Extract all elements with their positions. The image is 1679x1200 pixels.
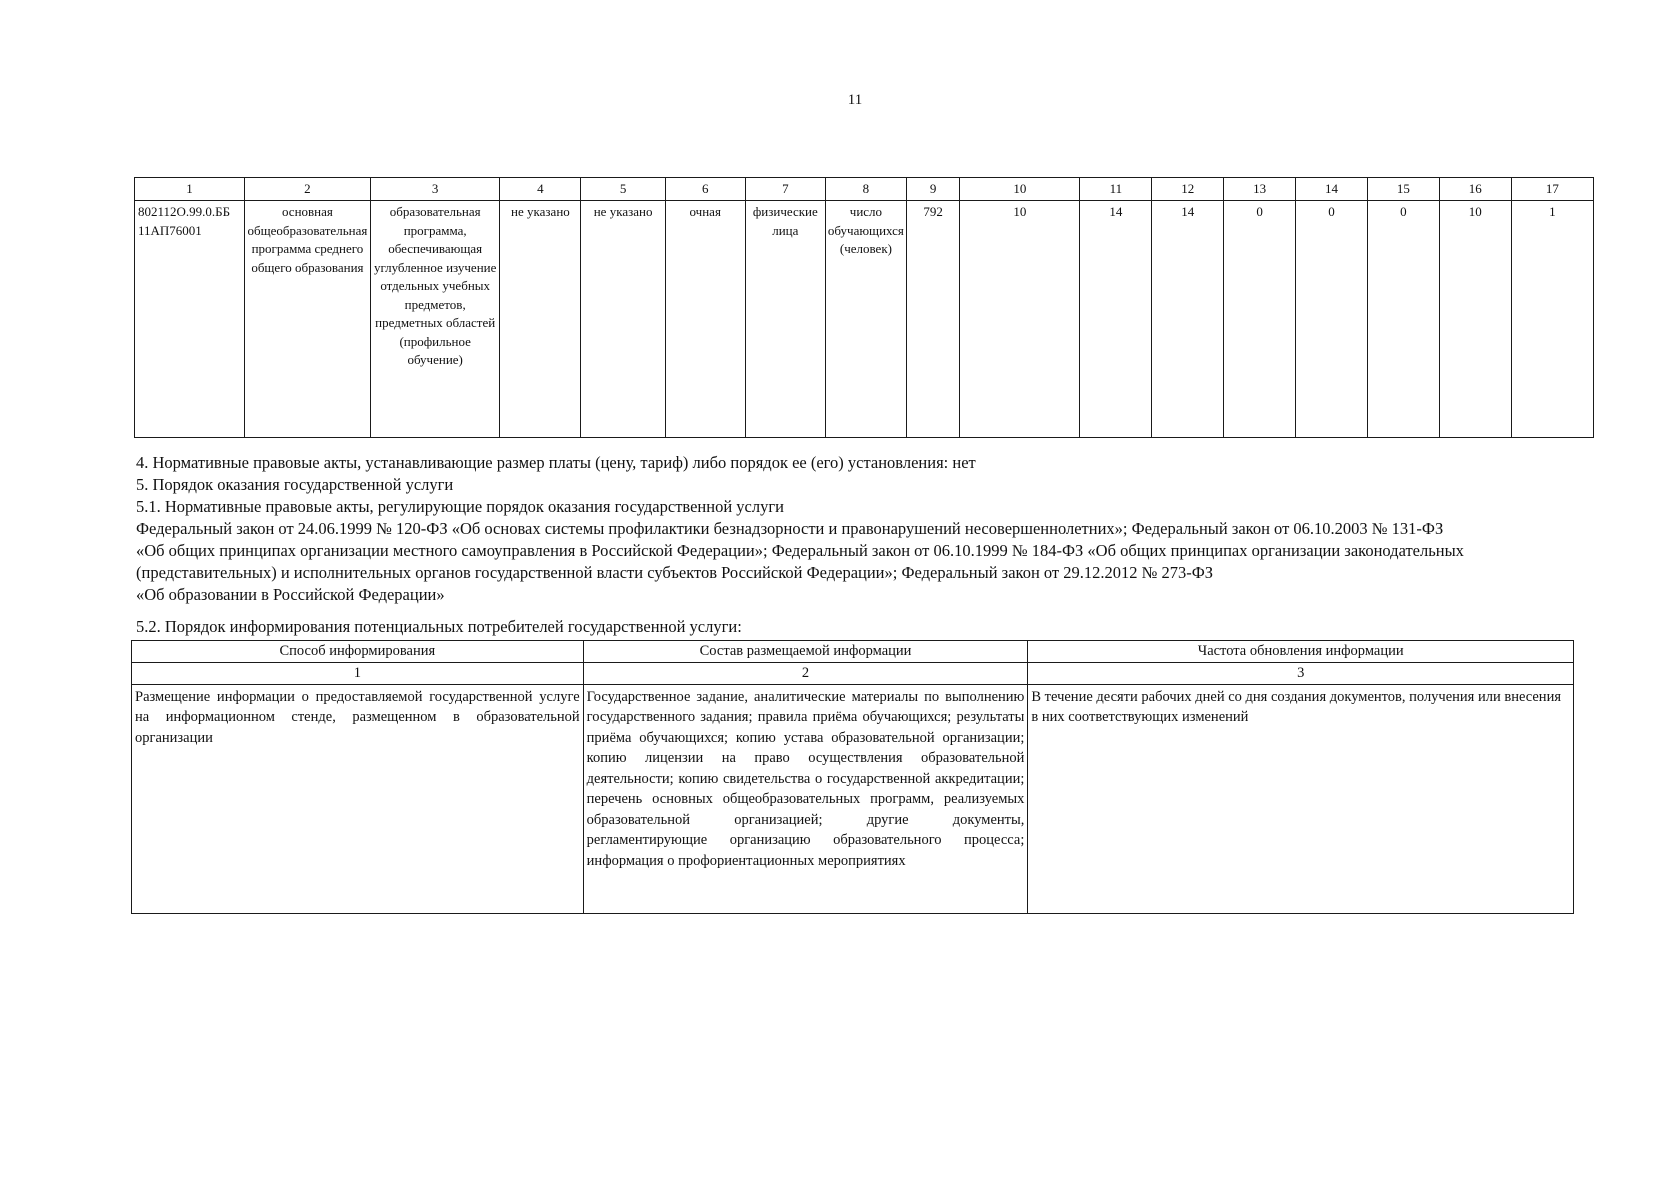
information-table	[131, 640, 1574, 914]
col-num: 3	[1028, 663, 1574, 685]
col-num: 2	[583, 663, 1028, 685]
section-5-2-heading: 5.2. Порядок информирования потенциальных потребителей государственной услуги:	[136, 617, 742, 636]
content-cell: Государственное задание, аналитические материалы по выполнению государственного задания; правила приёма обучающихся; результаты приёма обучающихся; копию устава образовательной организации; копию лицензии на право осуществления образовательной деятельности; копию свидетельства о государственной аккредитации; перечень основных общеобразовательных программ, реализуемых образовательной организацией; другие документы, регламентирующие организацию образовательного процесса; информация о профориентационных мероприятиях	[583, 684, 1028, 913]
laws-line: Федеральный закон от 24.06.1999 № 120-ФЗ «Об основах системы профилактики безнадзорности и правонарушений несовершеннолетних»; Федеральный закон от 06.10.2003 № 131-ФЗ	[136, 519, 1444, 538]
table-row	[135, 201, 1594, 438]
col-num: 8	[825, 178, 906, 201]
column-header: Способ информирования	[132, 641, 584, 663]
col-num: 3	[370, 178, 499, 201]
indicator-cell: число обучающихся (человек)	[825, 201, 906, 438]
column-number-row	[135, 178, 1594, 201]
col-num: 15	[1367, 178, 1439, 201]
value-cell: 0	[1224, 201, 1296, 438]
col-num: 14	[1296, 178, 1368, 201]
col-num: 11	[1080, 178, 1152, 201]
column-number-row	[132, 663, 1574, 685]
category-cell: физические лица	[745, 201, 825, 438]
col-num: 6	[665, 178, 745, 201]
program-cell: основная общеобразовательная программа среднего общего образования	[244, 201, 370, 438]
col-num: 7	[745, 178, 825, 201]
col-num: 4	[500, 178, 581, 201]
value-cell: 14	[1080, 201, 1152, 438]
column-header: Состав размещаемой информации	[583, 641, 1028, 663]
form-cell: очная	[665, 201, 745, 438]
col-num: 16	[1439, 178, 1511, 201]
unit-code-cell: 792	[906, 201, 959, 438]
page-number: 11	[847, 92, 863, 108]
indicator-table	[134, 177, 1594, 438]
col-num: 1	[135, 178, 245, 201]
value-cell: 1	[1511, 201, 1593, 438]
col-num: 17	[1511, 178, 1593, 201]
col-num: 1	[132, 663, 584, 685]
col-num: 13	[1224, 178, 1296, 201]
laws-line: «Об образовании в Российской Федерации»	[136, 585, 445, 604]
program-type-cell: образовательная программа, обеспечивающая углубленное изучение отдельных учебных предметов, предметных областей (профильное обучение)	[370, 201, 499, 438]
col-num: 5	[581, 178, 665, 201]
registry-code-cell: 802112О.99.0.ББ 11АП76001	[135, 201, 245, 438]
value-cell: 10	[960, 201, 1080, 438]
col-num: 12	[1152, 178, 1224, 201]
laws-line: «Об общих принципах организации местного самоуправления в Российской Федерации»; Федеральный закон от 06.10.1999 № 184-ФЗ «Об общих принципах организации законодательных	[136, 541, 1464, 560]
value-cell: 0	[1296, 201, 1368, 438]
col-num: 10	[960, 178, 1080, 201]
col-num: 2	[244, 178, 370, 201]
table-row	[132, 684, 1574, 913]
value-cell: 0	[1367, 201, 1439, 438]
text-block	[136, 452, 1676, 638]
value-cell: 14	[1152, 201, 1224, 438]
table-cell: не указано	[500, 201, 581, 438]
header-row	[132, 641, 1574, 663]
section-5-1-heading: 5.1. Нормативные правовые акты, регулирующие порядок оказания государственной услуги	[136, 497, 784, 516]
frequency-cell: В течение десяти рабочих дней со дня создания документов, получения или внесения в них соответствующих изменений	[1028, 684, 1574, 913]
section-5-heading: 5. Порядок оказания государственной услуги	[136, 475, 454, 494]
method-cell: Размещение информации о предоставляемой государственной услуге на информационном стенде, размещенном в образовательной организации	[132, 684, 584, 913]
col-num: 9	[906, 178, 959, 201]
column-header: Частота обновления информации	[1028, 641, 1574, 663]
laws-line: (представительных) и исполнительных органов государственной власти субъектов Российской Федерации»; Федеральный закон от 29.12.2012 № 273-ФЗ	[136, 563, 1214, 582]
section-4-heading: 4. Нормативные правовые акты, устанавливающие размер платы (цену, тариф) либо порядок ее (его) установления: нет	[136, 453, 976, 472]
value-cell: 10	[1439, 201, 1511, 438]
table-cell: не указано	[581, 201, 665, 438]
